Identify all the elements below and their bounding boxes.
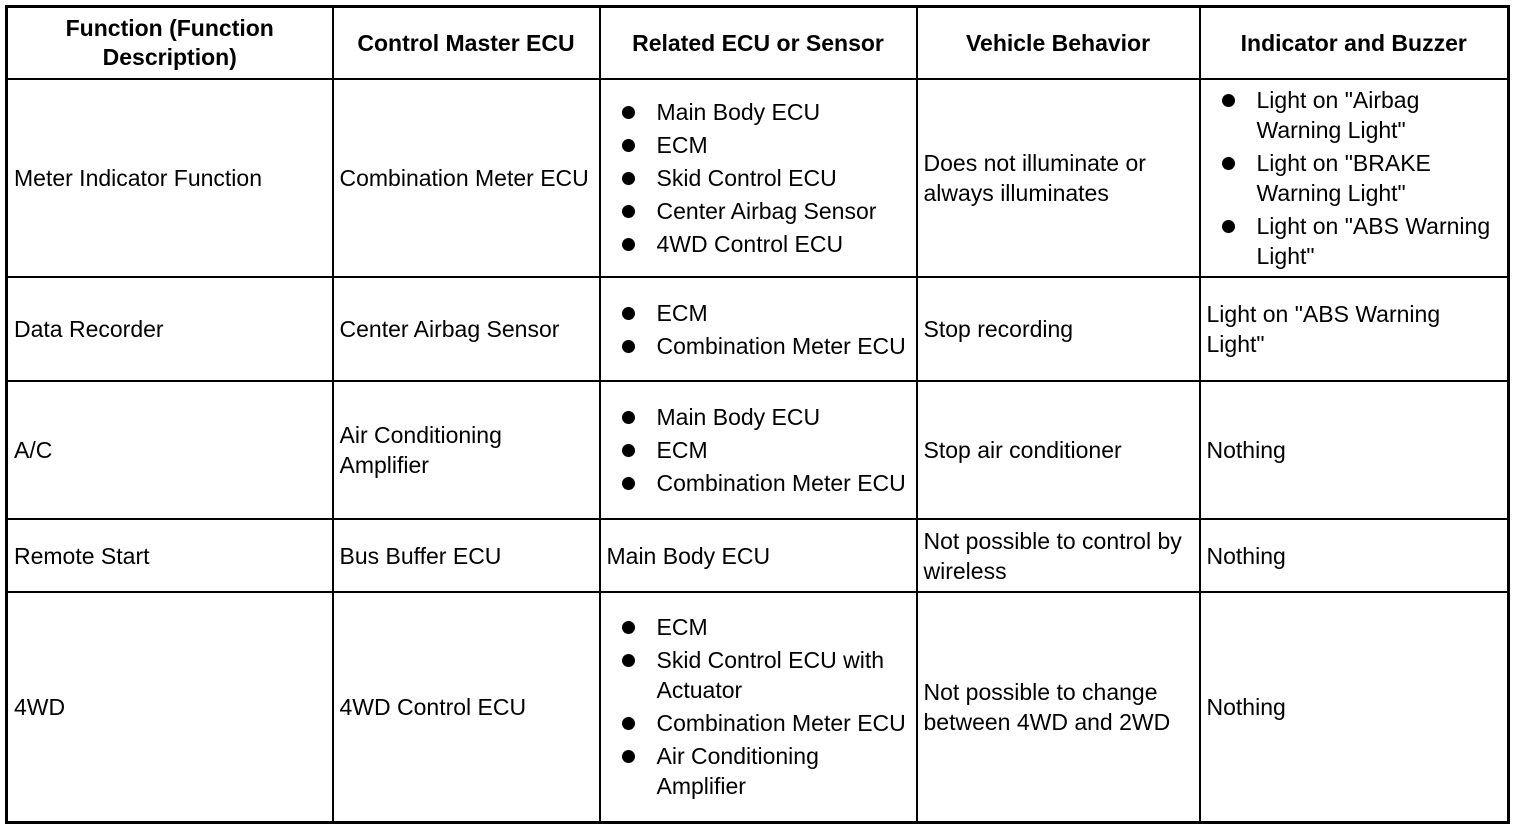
cell-master: Center Airbag Sensor: [333, 277, 600, 381]
list-item: [657, 97, 910, 127]
header-related-ecu: Related ECU or Sensor: [600, 7, 917, 80]
list-item: [657, 741, 910, 801]
list-item: [1257, 85, 1502, 145]
list-item: [657, 229, 910, 259]
header-indicator-buzzer: Indicator and Buzzer: [1200, 7, 1509, 80]
list-item: [1257, 211, 1502, 271]
list-item-label: Light on "ABS Warning Light": [1256, 213, 1491, 269]
bullet-icon: [622, 717, 635, 730]
table-row: [7, 79, 1509, 277]
bullet-icon: [622, 654, 635, 667]
bullet-icon: [622, 750, 635, 763]
bullet-icon: [1222, 220, 1235, 233]
header-control-master-ecu: Control Master ECU: [333, 7, 600, 80]
bullet-icon: [1222, 94, 1235, 107]
list-item-label: Skid Control ECU with Actuator: [656, 647, 885, 704]
cell-behavior: Stop recording: [917, 277, 1200, 381]
list-item-label: Center Airbag Sensor: [656, 198, 877, 224]
table-row: [7, 519, 1509, 592]
table-row: [7, 381, 1509, 519]
cell-related: Main Body ECU: [600, 519, 917, 592]
cell-function: Data Recorder: [7, 277, 333, 381]
list-item: [657, 645, 910, 705]
indicator-list: [1207, 85, 1502, 271]
cell-indicator: Nothing: [1200, 519, 1509, 592]
list-item: [657, 708, 910, 738]
cell-behavior: Does not illuminate or always illuminates: [917, 79, 1200, 277]
cell-indicator: Light on "ABS Warning Light": [1200, 277, 1509, 381]
list-item: [657, 435, 910, 465]
list-item-label: ECM: [656, 614, 708, 641]
list-item-label: 4WD Control ECU: [656, 231, 844, 257]
function-table: [5, 5, 1510, 824]
list-item: [657, 163, 910, 193]
list-item-label: Air Conditioning Amplifier: [656, 743, 819, 800]
bullet-icon: [1222, 157, 1235, 170]
cell-master: 4WD Control ECU: [333, 592, 600, 822]
list-item: [657, 130, 910, 160]
list-item-label: Main Body ECU: [656, 404, 821, 430]
cell-indicator: [1200, 79, 1509, 277]
list-item-label: ECM: [656, 299, 708, 326]
list-item-label: Light on "BRAKE Warning Light": [1256, 150, 1431, 206]
list-item-label: ECM: [656, 132, 708, 158]
list-item: [657, 402, 910, 432]
bullet-icon: [622, 621, 635, 634]
cell-indicator: Nothing: [1200, 592, 1509, 822]
list-item-label: Skid Control ECU: [656, 165, 837, 191]
cell-related: [600, 381, 917, 519]
list-item-label: Combination Meter ECU: [656, 332, 906, 359]
table-row: [7, 277, 1509, 381]
list-item-label: Main Body ECU: [656, 99, 821, 125]
bullet-icon: [622, 205, 635, 218]
cell-function: A/C: [7, 381, 333, 519]
bullet-icon: [622, 307, 635, 320]
bullet-icon: [622, 139, 635, 152]
cell-master: Air Conditioning Amplifier: [333, 381, 600, 519]
bullet-icon: [622, 238, 635, 251]
list-item-label: Combination Meter ECU: [656, 710, 906, 737]
header-vehicle-behavior: Vehicle Behavior: [917, 7, 1200, 80]
bullet-icon: [622, 477, 635, 490]
related-list: [607, 612, 910, 801]
related-list: [607, 402, 910, 498]
list-item: [657, 298, 910, 328]
list-item-label: ECM: [656, 437, 708, 463]
cell-behavior: Not possible to control by wireless: [917, 519, 1200, 592]
cell-related: [600, 277, 917, 381]
list-item-label: Light on "Airbag Warning Light": [1256, 87, 1420, 143]
list-item: [657, 196, 910, 226]
list-item: [657, 612, 910, 642]
list-item-label: Combination Meter ECU: [656, 470, 906, 496]
cell-related: [600, 592, 917, 822]
related-list: [607, 97, 910, 259]
list-item: [657, 331, 910, 361]
list-item: [1257, 148, 1502, 208]
cell-function: Meter Indicator Function: [7, 79, 333, 277]
list-item: [657, 468, 910, 498]
cell-function: Remote Start: [7, 519, 333, 592]
cell-master: Combination Meter ECU: [333, 79, 600, 277]
bullet-icon: [622, 340, 635, 353]
header-row: [7, 7, 1509, 80]
cell-indicator: Nothing: [1200, 381, 1509, 519]
cell-master: Bus Buffer ECU: [333, 519, 600, 592]
bullet-icon: [622, 172, 635, 185]
table-row: [7, 592, 1509, 822]
header-function: Function (Function Description): [7, 7, 333, 80]
cell-related: [600, 79, 917, 277]
cell-behavior: Not possible to change between 4WD and 2WD: [917, 592, 1200, 822]
cell-function: 4WD: [7, 592, 333, 822]
bullet-icon: [622, 411, 635, 424]
bullet-icon: [622, 444, 635, 457]
cell-behavior: Stop air conditioner: [917, 381, 1200, 519]
related-list: [607, 298, 910, 361]
bullet-icon: [622, 106, 635, 119]
